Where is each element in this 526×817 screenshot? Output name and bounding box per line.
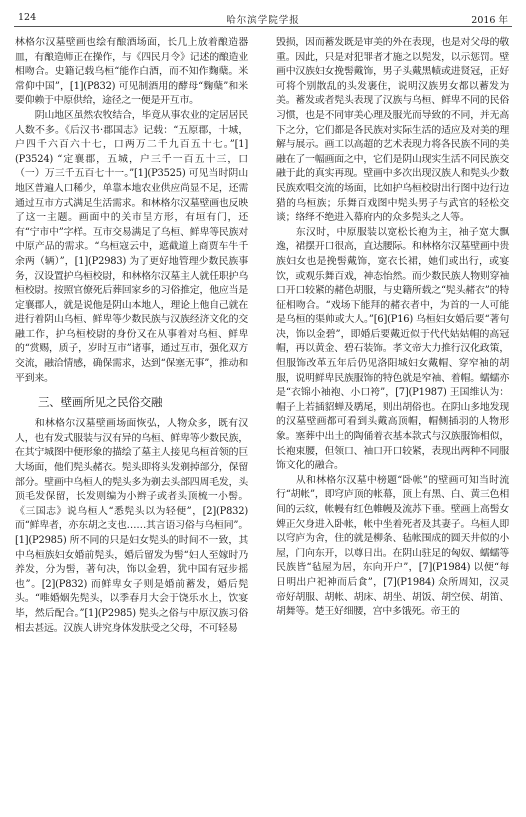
section-heading: 三、壁画所见之民俗交融 <box>38 395 163 410</box>
running-header <box>14 8 512 27</box>
paragraph: 从和林格尔汉墓中榜题“卧帐”的壁画可知当时流行“胡帐”，即穹庐顶的帐幕，顶上有黑、白、黄三色相间的云纹，帐幔有红色帷幔及流苏下垂。壁画上高髻女婢正欠身进入卧帐，帐中坐着死者及其妻子。乌桓人即以穹庐为舍，住的就是柳条、毡帐围成的圆天井似的小屋，门向东开，以尊日出。在阴山驻足的匈奴、蠕蠕等民族皆“毡屋为居，东向开户”，[7](P1984) 以便“每日明出户祀神而后食”，[7](P1984) 众所周知，汉灵帝好胡服、胡帐、胡床、胡坐、胡饭、胡空侯、胡笛、胡舞等。楚王好细腰，宫中多饿死。帝王的 <box>276 474 509 618</box>
right-column <box>276 36 509 806</box>
publication-year: 2016 年 <box>471 15 508 26</box>
paragraph: 东汉时，中原服装以宽松长袍为主，袖子宽大飘逸，裙摆开口很高，直达腰际。和林格尔汉墓壁画中贵族妇女也是挽髻戴饰，宽衣长裙，她们或出行，或宴饮，或观乐舞百戏，神态怡然。而少数民族人物则穿袖口开口较紧的赭色胡服，与史籍所载之“髡头赭衣”的特征相吻合。“戏场下能拜的赭衣者中，为首的一人可能是乌桓的渠帅或大人。”[6](P16) 乌桓妇女婚后要“著句决，饰以金碧”，即婚后要戴近似于代代姑姑帽的高冠帽，再以黄金、碧石装饰。孝文帝大力推行汉化政策，但服饰改革五年后仍见洛阳城妇女戴帽、穿窄袖的胡服，说明鲜卑民族服饰的特色就是窄袖、着帽。蠕蠕亦是“衣锦小袖袍、小口袴”，[7](P1987) 王国维认为：帽子上若插貂蝉及鹖尾，则出胡俗也。在阴山多地发现的汉墓壁画都可看到头戴高顶帽，帽侧插羽的人物形象。塞葬中出土的陶俑着衣基本款式与汉族服饰相似，长袍束腰，但领口、袖口开口较紧，表现出两种不同服饰文化的融合。 <box>276 226 509 472</box>
paragraph: 阴山地区虽然农牧结合，毕竟从事农业的定居居民人数不多。《后汉书·郡国志》记载：“五原郡，十城，户四千六百六十七，口两万二千九百五十七。”[1](P3524) “定襄郡，五城，户三千一百五十三，口（一）万三千五百七十一。”[1](P3525) 可见当时阴山地区普遍人口稀少，单靠本地农业供应尚显不足，还需通过互市方式满足生活需求。和林格尔汉墓壁画也反映了这一主题。画面中的关市呈方形，有垣有门，还有“宁市中”字样。互市交易满足了乌桓、鲜卑等民族对中原产品的需求。“乌桓寇云中，遮截道上商贾车牛千余两（辆）”，[1](P2983) 为了更好地管理少数民族事务，汉设置护乌桓校尉，和林格尔汉墓主人就任职护乌桓校尉。按照官僚死后葬回家乡的习俗推定，他应当是定襄郡人，就是说他是阴山本地人，理论上他自己就在进行着阴山乌桓、鲜卑等少数民族与汉族经济文化的交融工作，护乌桓校尉的身份又在从事着对乌桓、鲜卑的“赏赐，质子，岁时互市”诸事，通过互市，强化双方交流，融洽情感，确保需求，达到“保塞无事”，推动和平到来。 <box>15 109 248 384</box>
journal-title: 哈尔滨学院学报 <box>226 15 300 26</box>
left-column <box>15 36 248 806</box>
paragraph: 和林格尔汉墓壁画场面恢弘，人物众多，既有汉人，也有发式服装与汉有异的乌桓、鲜卑等少数民族，在其宁城图中便形象的描绘了墓主人接见乌桓首领的巨大场面，他们髡头赭衣。髡头即将头发剃掉部分，保留部分。壁画中乌桓人的髡头多为剃去头部四周毛发，头顶毛发保留，长发则编为小辫子或者头顶梳一小髻。《三国志》说乌桓人“悉髡头以为轻便”，[2](P832) 而“鲜卑者，亦东胡之支也……其言语习俗与乌桓同”。[1](P2985) 所不同的只是妇女髡头的时间不一致，其中乌桓族妇女婚前髡头，婚后留发为髻“妇人至嫁时乃养发，分为髻，著句决，饰以金碧，犹中国有冠步摇也”。[2](P832) 而鲜卑女子则是婚前蓄发，婚后髡头。“唯婚姻先髡头，以季春月大会于饶乐水上，饮宴毕，然后配合。”[1](P2985) 髡头之俗与中原汉族习俗相去甚远。汉族人讲究身体发肤受之父母，不可轻易 <box>15 418 248 634</box>
paragraph: 毁损，因而蓄发既是审美的外在表现，也是对父母的敬重。因此，只是对犯罪者才施之以髡发，以示惩罚。壁画中汉族妇女挽髻戴饰，男子头戴黑帻或进贤冠，正好可将个别散乱的头发裹住，说明汉族男女都以蓄发为美。蓄发或者髡头表现了汉族与乌桓、鲜卑不同的民俗习惯，也是不同审美心理及服光而导致的不同，并无高下之分，它们都是各民族对实际生活的适应及对美的理解与展示。画工以高超的艺术表现力将各民族不同的美融在了一幅画面之中，它们是阴山现实生活不同民族交融于此的真实再现。壁画中多次出现汉族人和髡头少数民族欢唱交流的场面，比如护乌桓校尉出行图中边行边猎的乌桓族；乐舞百戏图中髡头男子与武官的轻松交谈；络绎不绝进入幕府内的众多髡头之人等。 <box>276 37 509 224</box>
page-number: 124 <box>18 12 37 23</box>
paragraph: 林格尔汉墓壁画也绘有酿酒场面，长几上放着酿造器皿，有酿造师正在操作，与《四民月令》记述的酿造业相吻合。史籍记载乌桓“能作白酒，而不知作麴蘖。米常仰中国”，[1](P832) 可见制酒用的酵母“麴蘖”和米要仰赖于中原供给，途径之一便是开互市。 <box>15 37 248 107</box>
